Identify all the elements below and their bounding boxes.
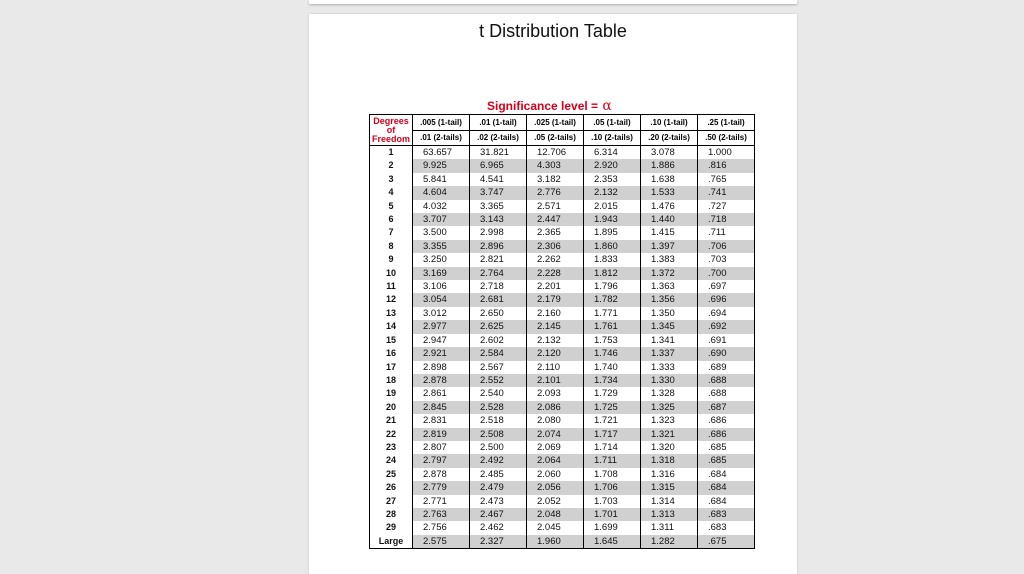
table-row (370, 253, 755, 266)
critical-value-cell: 2.845 (413, 401, 470, 414)
critical-value-cell: 1.706 (584, 481, 641, 494)
degrees-of-freedom-cell: 23 (370, 441, 413, 454)
table-row (370, 320, 755, 333)
table-row (370, 186, 755, 199)
critical-value-cell: 3.106 (413, 280, 470, 293)
table-row (370, 428, 755, 441)
critical-value-cell: 2.898 (413, 361, 470, 374)
degrees-of-freedom-cell: 18 (370, 374, 413, 387)
critical-value-cell: 9.925 (413, 159, 470, 172)
two-tail-label: .01 (2-tails) (420, 132, 462, 142)
degrees-of-freedom-header (370, 115, 413, 146)
critical-value-cell: .688 (698, 374, 755, 387)
critical-value-cell: 1.330 (641, 374, 698, 387)
critical-value-cell: 1.321 (641, 428, 698, 441)
critical-value-cell: 2.120 (527, 347, 584, 360)
critical-value-cell: 2.160 (527, 307, 584, 320)
two-tail-label: .20 (2-tails) (648, 132, 690, 142)
critical-value-cell: 3.012 (413, 307, 470, 320)
one-tail-label: .005 (1-tail) (412, 116, 470, 131)
df-header-line: Freedom (371, 133, 410, 144)
critical-value-cell: 5.841 (413, 173, 470, 186)
critical-value-cell: .711 (698, 226, 755, 239)
table-row (370, 361, 755, 374)
critical-value-cell: 1.325 (641, 401, 698, 414)
critical-value-cell: .683 (698, 508, 755, 521)
critical-value-cell: 1.729 (584, 387, 641, 400)
critical-value-cell: 3.143 (470, 213, 527, 226)
degrees-of-freedom-cell: 27 (370, 495, 413, 508)
critical-value-cell: 3.250 (413, 253, 470, 266)
critical-value-cell: 2.807 (413, 441, 470, 454)
critical-value-cell: 1.895 (584, 226, 641, 239)
critical-value-cell: .686 (698, 414, 755, 427)
critical-value-cell: .675 (698, 535, 755, 549)
degrees-of-freedom-cell: Large (370, 535, 413, 549)
table-row (370, 347, 755, 360)
critical-value-cell: .686 (698, 428, 755, 441)
column-header (527, 115, 584, 146)
critical-value-cell: 4.032 (413, 200, 470, 213)
critical-value-cell: 1.341 (641, 334, 698, 347)
degrees-of-freedom-cell: 24 (370, 454, 413, 467)
critical-value-cell: 2.584 (470, 347, 527, 360)
critical-value-cell: 2.201 (527, 280, 584, 293)
critical-value-cell: 3.355 (413, 240, 470, 253)
critical-value-cell: 1.711 (584, 454, 641, 467)
critical-value-cell: 3.054 (413, 293, 470, 306)
critical-value-cell: 2.353 (584, 173, 641, 186)
degrees-of-freedom-cell: 11 (370, 280, 413, 293)
table-row (370, 495, 755, 508)
critical-value-cell: .694 (698, 307, 755, 320)
two-tail-label: .02 (2-tails) (477, 132, 519, 142)
critical-value-cell: 1.320 (641, 441, 698, 454)
critical-value-cell: 2.681 (470, 293, 527, 306)
critical-value-cell: 1.812 (584, 267, 641, 280)
critical-value-cell: 1.699 (584, 521, 641, 534)
critical-value-cell: 2.567 (470, 361, 527, 374)
critical-value-cell: 2.977 (413, 320, 470, 333)
degrees-of-freedom-cell: 7 (370, 226, 413, 239)
document-page (309, 14, 797, 574)
critical-value-cell: 1.796 (584, 280, 641, 293)
degrees-of-freedom-cell: 2 (370, 159, 413, 172)
critical-value-cell: 2.998 (470, 226, 527, 239)
table-row (370, 213, 755, 226)
table-row (370, 387, 755, 400)
table-row (370, 240, 755, 253)
critical-value-cell: 2.132 (584, 186, 641, 199)
critical-value-cell: 2.110 (527, 361, 584, 374)
critical-value-cell: .685 (698, 441, 755, 454)
critical-value-cell: 2.015 (584, 200, 641, 213)
critical-value-cell: 1.960 (527, 535, 584, 549)
critical-value-cell: 1.282 (641, 535, 698, 549)
critical-value-cell: 1.753 (584, 334, 641, 347)
critical-value-cell: 1.782 (584, 293, 641, 306)
table-row (370, 454, 755, 467)
critical-value-cell: .683 (698, 521, 755, 534)
degrees-of-freedom-cell: 5 (370, 200, 413, 213)
critical-value-cell: 1.701 (584, 508, 641, 521)
column-header (641, 115, 698, 146)
table-row (370, 159, 755, 172)
critical-value-cell: 2.473 (470, 495, 527, 508)
critical-value-cell: 1.761 (584, 320, 641, 333)
critical-value-cell: .690 (698, 347, 755, 360)
critical-value-cell: 3.500 (413, 226, 470, 239)
critical-value-cell: 1.356 (641, 293, 698, 306)
critical-value-cell: 2.763 (413, 508, 470, 521)
table-row (370, 146, 755, 160)
critical-value-cell: .688 (698, 387, 755, 400)
critical-value-cell: 1.708 (584, 468, 641, 481)
critical-value-cell: 4.303 (527, 159, 584, 172)
degrees-of-freedom-cell: 21 (370, 414, 413, 427)
two-tail-label: .10 (2-tails) (591, 132, 633, 142)
critical-value-cell: 2.779 (413, 481, 470, 494)
critical-value-cell: 2.056 (527, 481, 584, 494)
table-row (370, 334, 755, 347)
critical-value-cell: 2.500 (470, 441, 527, 454)
critical-value-cell: 2.462 (470, 521, 527, 534)
critical-value-cell: 2.776 (527, 186, 584, 199)
critical-value-cell: 2.306 (527, 240, 584, 253)
critical-value-cell: 6.314 (584, 146, 641, 160)
critical-value-cell: 1.345 (641, 320, 698, 333)
df-header-line: Degrees (373, 115, 409, 126)
critical-value-cell: 2.060 (527, 468, 584, 481)
table-row (370, 293, 755, 306)
degrees-of-freedom-cell: 8 (370, 240, 413, 253)
critical-value-cell: 1.721 (584, 414, 641, 427)
column-header (470, 115, 527, 146)
significance-level-label (487, 98, 612, 114)
critical-value-cell: 3.169 (413, 267, 470, 280)
critical-value-cell: 1.323 (641, 414, 698, 427)
critical-value-cell: 2.145 (527, 320, 584, 333)
significance-level-text: Significance level = (487, 99, 599, 113)
critical-value-cell: 2.718 (470, 280, 527, 293)
critical-value-cell: 1.746 (584, 347, 641, 360)
critical-value-cell: 1.363 (641, 280, 698, 293)
degrees-of-freedom-cell: 19 (370, 387, 413, 400)
critical-value-cell: 2.896 (470, 240, 527, 253)
critical-value-cell: 1.333 (641, 361, 698, 374)
table-row (370, 441, 755, 454)
critical-value-cell: .697 (698, 280, 755, 293)
critical-value-cell: 2.947 (413, 334, 470, 347)
critical-value-cell: .685 (698, 454, 755, 467)
critical-value-cell: 2.467 (470, 508, 527, 521)
critical-value-cell: 2.821 (470, 253, 527, 266)
critical-value-cell: 2.086 (527, 401, 584, 414)
critical-value-cell: .816 (698, 159, 755, 172)
critical-value-cell: .700 (698, 267, 755, 280)
degrees-of-freedom-cell: 15 (370, 334, 413, 347)
table-header-row (370, 115, 755, 146)
critical-value-cell: 2.518 (470, 414, 527, 427)
column-header (413, 115, 470, 146)
critical-value-cell: 3.365 (470, 200, 527, 213)
one-tail-label: .10 (1-tail) (640, 116, 698, 131)
critical-value-cell: 2.093 (527, 387, 584, 400)
critical-value-cell: .691 (698, 334, 755, 347)
column-header (698, 115, 755, 146)
critical-value-cell: 2.179 (527, 293, 584, 306)
critical-value-cell: 2.831 (413, 414, 470, 427)
critical-value-cell: .696 (698, 293, 755, 306)
degrees-of-freedom-cell: 29 (370, 521, 413, 534)
critical-value-cell: 2.069 (527, 441, 584, 454)
critical-value-cell: 2.552 (470, 374, 527, 387)
critical-value-cell: 1.316 (641, 468, 698, 481)
critical-value-cell: 1.383 (641, 253, 698, 266)
table-row (370, 401, 755, 414)
table-row (370, 374, 755, 387)
table-row (370, 535, 755, 549)
table-row (370, 481, 755, 494)
critical-value-cell: 2.052 (527, 495, 584, 508)
critical-value-cell: .765 (698, 173, 755, 186)
degrees-of-freedom-cell: 17 (370, 361, 413, 374)
critical-value-cell: 1.311 (641, 521, 698, 534)
one-tail-label: .25 (1-tail) (697, 116, 755, 131)
critical-value-cell: 1.734 (584, 374, 641, 387)
critical-value-cell: 2.132 (527, 334, 584, 347)
column-header (584, 115, 641, 146)
critical-value-cell: 1.337 (641, 347, 698, 360)
table-row (370, 307, 755, 320)
critical-value-cell: 2.878 (413, 468, 470, 481)
critical-value-cell: 2.508 (470, 428, 527, 441)
critical-value-cell: .689 (698, 361, 755, 374)
degrees-of-freedom-cell: 14 (370, 320, 413, 333)
table-row (370, 280, 755, 293)
critical-value-cell: 2.492 (470, 454, 527, 467)
critical-value-cell: 1.000 (698, 146, 755, 160)
critical-value-cell: 1.328 (641, 387, 698, 400)
critical-value-cell: 2.045 (527, 521, 584, 534)
critical-value-cell: 1.943 (584, 213, 641, 226)
critical-value-cell: 2.262 (527, 253, 584, 266)
critical-value-cell: 31.821 (470, 146, 527, 160)
critical-value-cell: 1.638 (641, 173, 698, 186)
critical-value-cell: 1.313 (641, 508, 698, 521)
critical-value-cell: 2.819 (413, 428, 470, 441)
critical-value-cell: 1.476 (641, 200, 698, 213)
degrees-of-freedom-cell: 25 (370, 468, 413, 481)
critical-value-cell: 2.528 (470, 401, 527, 414)
critical-value-cell: 1.318 (641, 454, 698, 467)
critical-value-cell: 2.228 (527, 267, 584, 280)
table-row (370, 200, 755, 213)
critical-value-cell: 3.707 (413, 213, 470, 226)
critical-value-cell: 1.314 (641, 495, 698, 508)
critical-value-cell: 1.771 (584, 307, 641, 320)
critical-value-cell: 2.571 (527, 200, 584, 213)
critical-value-cell: 1.350 (641, 307, 698, 320)
table-row (370, 414, 755, 427)
critical-value-cell: 4.604 (413, 186, 470, 199)
degrees-of-freedom-cell: 16 (370, 347, 413, 360)
critical-value-cell: 1.415 (641, 226, 698, 239)
degrees-of-freedom-cell: 4 (370, 186, 413, 199)
degrees-of-freedom-cell: 3 (370, 173, 413, 186)
critical-value-cell: 1.397 (641, 240, 698, 253)
degrees-of-freedom-cell: 20 (370, 401, 413, 414)
critical-value-cell: 2.074 (527, 428, 584, 441)
degrees-of-freedom-cell: 1 (370, 146, 413, 160)
degrees-of-freedom-cell: 12 (370, 293, 413, 306)
alpha-symbol: α (602, 98, 612, 114)
two-tail-label: .05 (2-tails) (534, 132, 576, 142)
critical-value-cell: 12.706 (527, 146, 584, 160)
degrees-of-freedom-cell: 28 (370, 508, 413, 521)
critical-value-cell: 1.645 (584, 535, 641, 549)
critical-value-cell: .684 (698, 495, 755, 508)
critical-value-cell: 1.717 (584, 428, 641, 441)
critical-value-cell: 4.541 (470, 173, 527, 186)
critical-value-cell: 1.315 (641, 481, 698, 494)
critical-value-cell: 1.833 (584, 253, 641, 266)
critical-value-cell: 1.372 (641, 267, 698, 280)
t-distribution-table (369, 114, 755, 549)
critical-value-cell: 2.447 (527, 213, 584, 226)
critical-value-cell: 1.703 (584, 495, 641, 508)
critical-value-cell: 1.886 (641, 159, 698, 172)
table-row (370, 508, 755, 521)
critical-value-cell: 3.078 (641, 146, 698, 160)
critical-value-cell: 2.797 (413, 454, 470, 467)
critical-value-cell: 2.771 (413, 495, 470, 508)
critical-value-cell: .741 (698, 186, 755, 199)
critical-value-cell: .687 (698, 401, 755, 414)
table-row (370, 267, 755, 280)
critical-value-cell: 2.575 (413, 535, 470, 549)
critical-value-cell: 2.479 (470, 481, 527, 494)
critical-value-cell: 2.327 (470, 535, 527, 549)
previous-page-edge (309, 0, 797, 4)
critical-value-cell: .718 (698, 213, 755, 226)
critical-value-cell: .692 (698, 320, 755, 333)
critical-value-cell: 1.725 (584, 401, 641, 414)
critical-value-cell: 2.064 (527, 454, 584, 467)
critical-value-cell: 3.182 (527, 173, 584, 186)
critical-value-cell: .706 (698, 240, 755, 253)
critical-value-cell: 2.485 (470, 468, 527, 481)
critical-value-cell: 2.764 (470, 267, 527, 280)
table-row (370, 521, 755, 534)
two-tail-label: .50 (2-tails) (705, 132, 747, 142)
critical-value-cell: 2.602 (470, 334, 527, 347)
df-header-line: of (386, 124, 396, 135)
degrees-of-freedom-cell: 26 (370, 481, 413, 494)
degrees-of-freedom-cell: 6 (370, 213, 413, 226)
critical-value-cell: 3.747 (470, 186, 527, 199)
table-row (370, 173, 755, 186)
table-row (370, 226, 755, 239)
critical-value-cell: 2.650 (470, 307, 527, 320)
critical-value-cell: 2.625 (470, 320, 527, 333)
critical-value-cell: .684 (698, 481, 755, 494)
critical-value-cell: 2.048 (527, 508, 584, 521)
critical-value-cell: 2.861 (413, 387, 470, 400)
critical-value-cell: 1.740 (584, 361, 641, 374)
degrees-of-freedom-cell: 22 (370, 428, 413, 441)
degrees-of-freedom-cell: 10 (370, 267, 413, 280)
one-tail-label: .05 (1-tail) (583, 116, 641, 131)
critical-value-cell: .727 (698, 200, 755, 213)
critical-value-cell: 63.657 (413, 146, 470, 160)
critical-value-cell: 2.878 (413, 374, 470, 387)
critical-value-cell: 1.860 (584, 240, 641, 253)
critical-value-cell: 2.365 (527, 226, 584, 239)
critical-value-cell: .703 (698, 253, 755, 266)
document-title: t Distribution Table (479, 21, 627, 41)
critical-value-cell: .684 (698, 468, 755, 481)
degrees-of-freedom-cell: 13 (370, 307, 413, 320)
critical-value-cell: 6.965 (470, 159, 527, 172)
degrees-of-freedom-cell: 9 (370, 253, 413, 266)
one-tail-label: .025 (1-tail) (526, 116, 584, 131)
one-tail-label: .01 (1-tail) (469, 116, 527, 131)
critical-value-cell: 1.714 (584, 441, 641, 454)
critical-value-cell: 2.080 (527, 414, 584, 427)
critical-value-cell: 2.920 (584, 159, 641, 172)
critical-value-cell: 2.921 (413, 347, 470, 360)
critical-value-cell: 2.540 (470, 387, 527, 400)
critical-value-cell: 1.440 (641, 213, 698, 226)
critical-value-cell: 2.101 (527, 374, 584, 387)
critical-value-cell: 2.756 (413, 521, 470, 534)
table-row (370, 468, 755, 481)
critical-value-cell: 1.533 (641, 186, 698, 199)
